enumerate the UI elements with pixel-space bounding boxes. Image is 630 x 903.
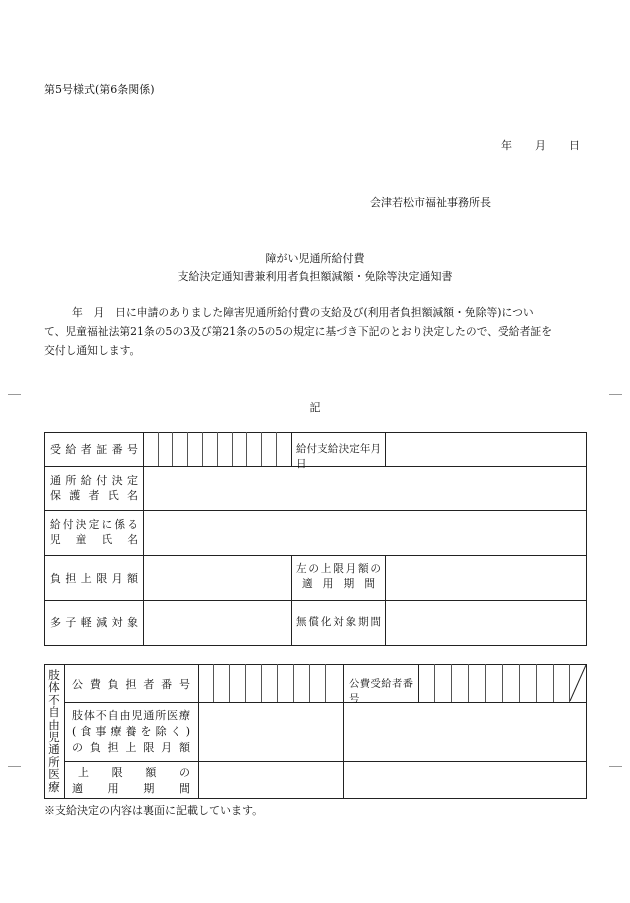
multi-child-label: 多子軽減対象 — [50, 616, 138, 629]
application-period-label: 左の上限月額の 適用期間 — [296, 563, 381, 590]
limit-period-label: 上限額の 適用期間 — [72, 766, 190, 795]
side-label-vertical: 肢 体 不 自 由 児 通 所 医 療 — [48, 668, 60, 794]
guardian-name-label: 通所給付決定 保護者氏名 — [50, 474, 138, 502]
free-period-label: 無償化対象期間 — [296, 616, 381, 628]
margin-mark-left-bottom — [8, 766, 21, 767]
margin-mark-right-bottom — [609, 766, 622, 767]
document-title-line1: 障がい児通所給付費 — [265, 252, 365, 265]
margin-mark-left-top — [8, 394, 21, 395]
diagonal-slash — [569, 664, 587, 702]
recipient-number-label: 受給者証番号 — [50, 443, 138, 456]
body-text-line2: て、児童福祉法第21条の5の3及び第21条の5の5の規定に基づき下記のとおり決定したので、受給者証を — [44, 325, 552, 338]
payer-number-label: 公費負担者番号 — [72, 678, 190, 691]
footnote: ※支給決定の内容は裏面に記載しています。 — [44, 804, 264, 817]
public-recipient-number-label: 公費受給者番号 — [349, 678, 413, 705]
medical-upper-limit-label: 肢体不自由児通所医療 (食事療養を除く) の負担上限月額 — [72, 709, 190, 754]
body-text-line1: 年 月 日に申請のありました障害児通所給付費の支給及び(利用者負担額減額・免除等)につい — [72, 306, 534, 319]
body-text-line3: 交付し通知します。 — [44, 344, 141, 357]
child-name-label: 給付決定に係る 児童氏名 — [50, 519, 138, 546]
form-number: 第5号様式(第6条関係) — [44, 83, 155, 96]
date-day: 日 — [569, 139, 580, 152]
decision-date-label: 給付支給決定年月日 — [296, 443, 381, 470]
issuer-name: 会津若松市福祉事務所長 — [370, 196, 491, 209]
margin-mark-right-top — [609, 394, 622, 395]
document-title-line2: 支給決定通知書兼利用者負担額減額・免除等決定通知書 — [177, 270, 453, 283]
ki-heading: 記 — [309, 401, 321, 414]
date-year: 年 — [501, 139, 512, 152]
date-month: 月 — [535, 139, 546, 152]
upper-limit-label: 負担上限月額 — [50, 572, 138, 585]
